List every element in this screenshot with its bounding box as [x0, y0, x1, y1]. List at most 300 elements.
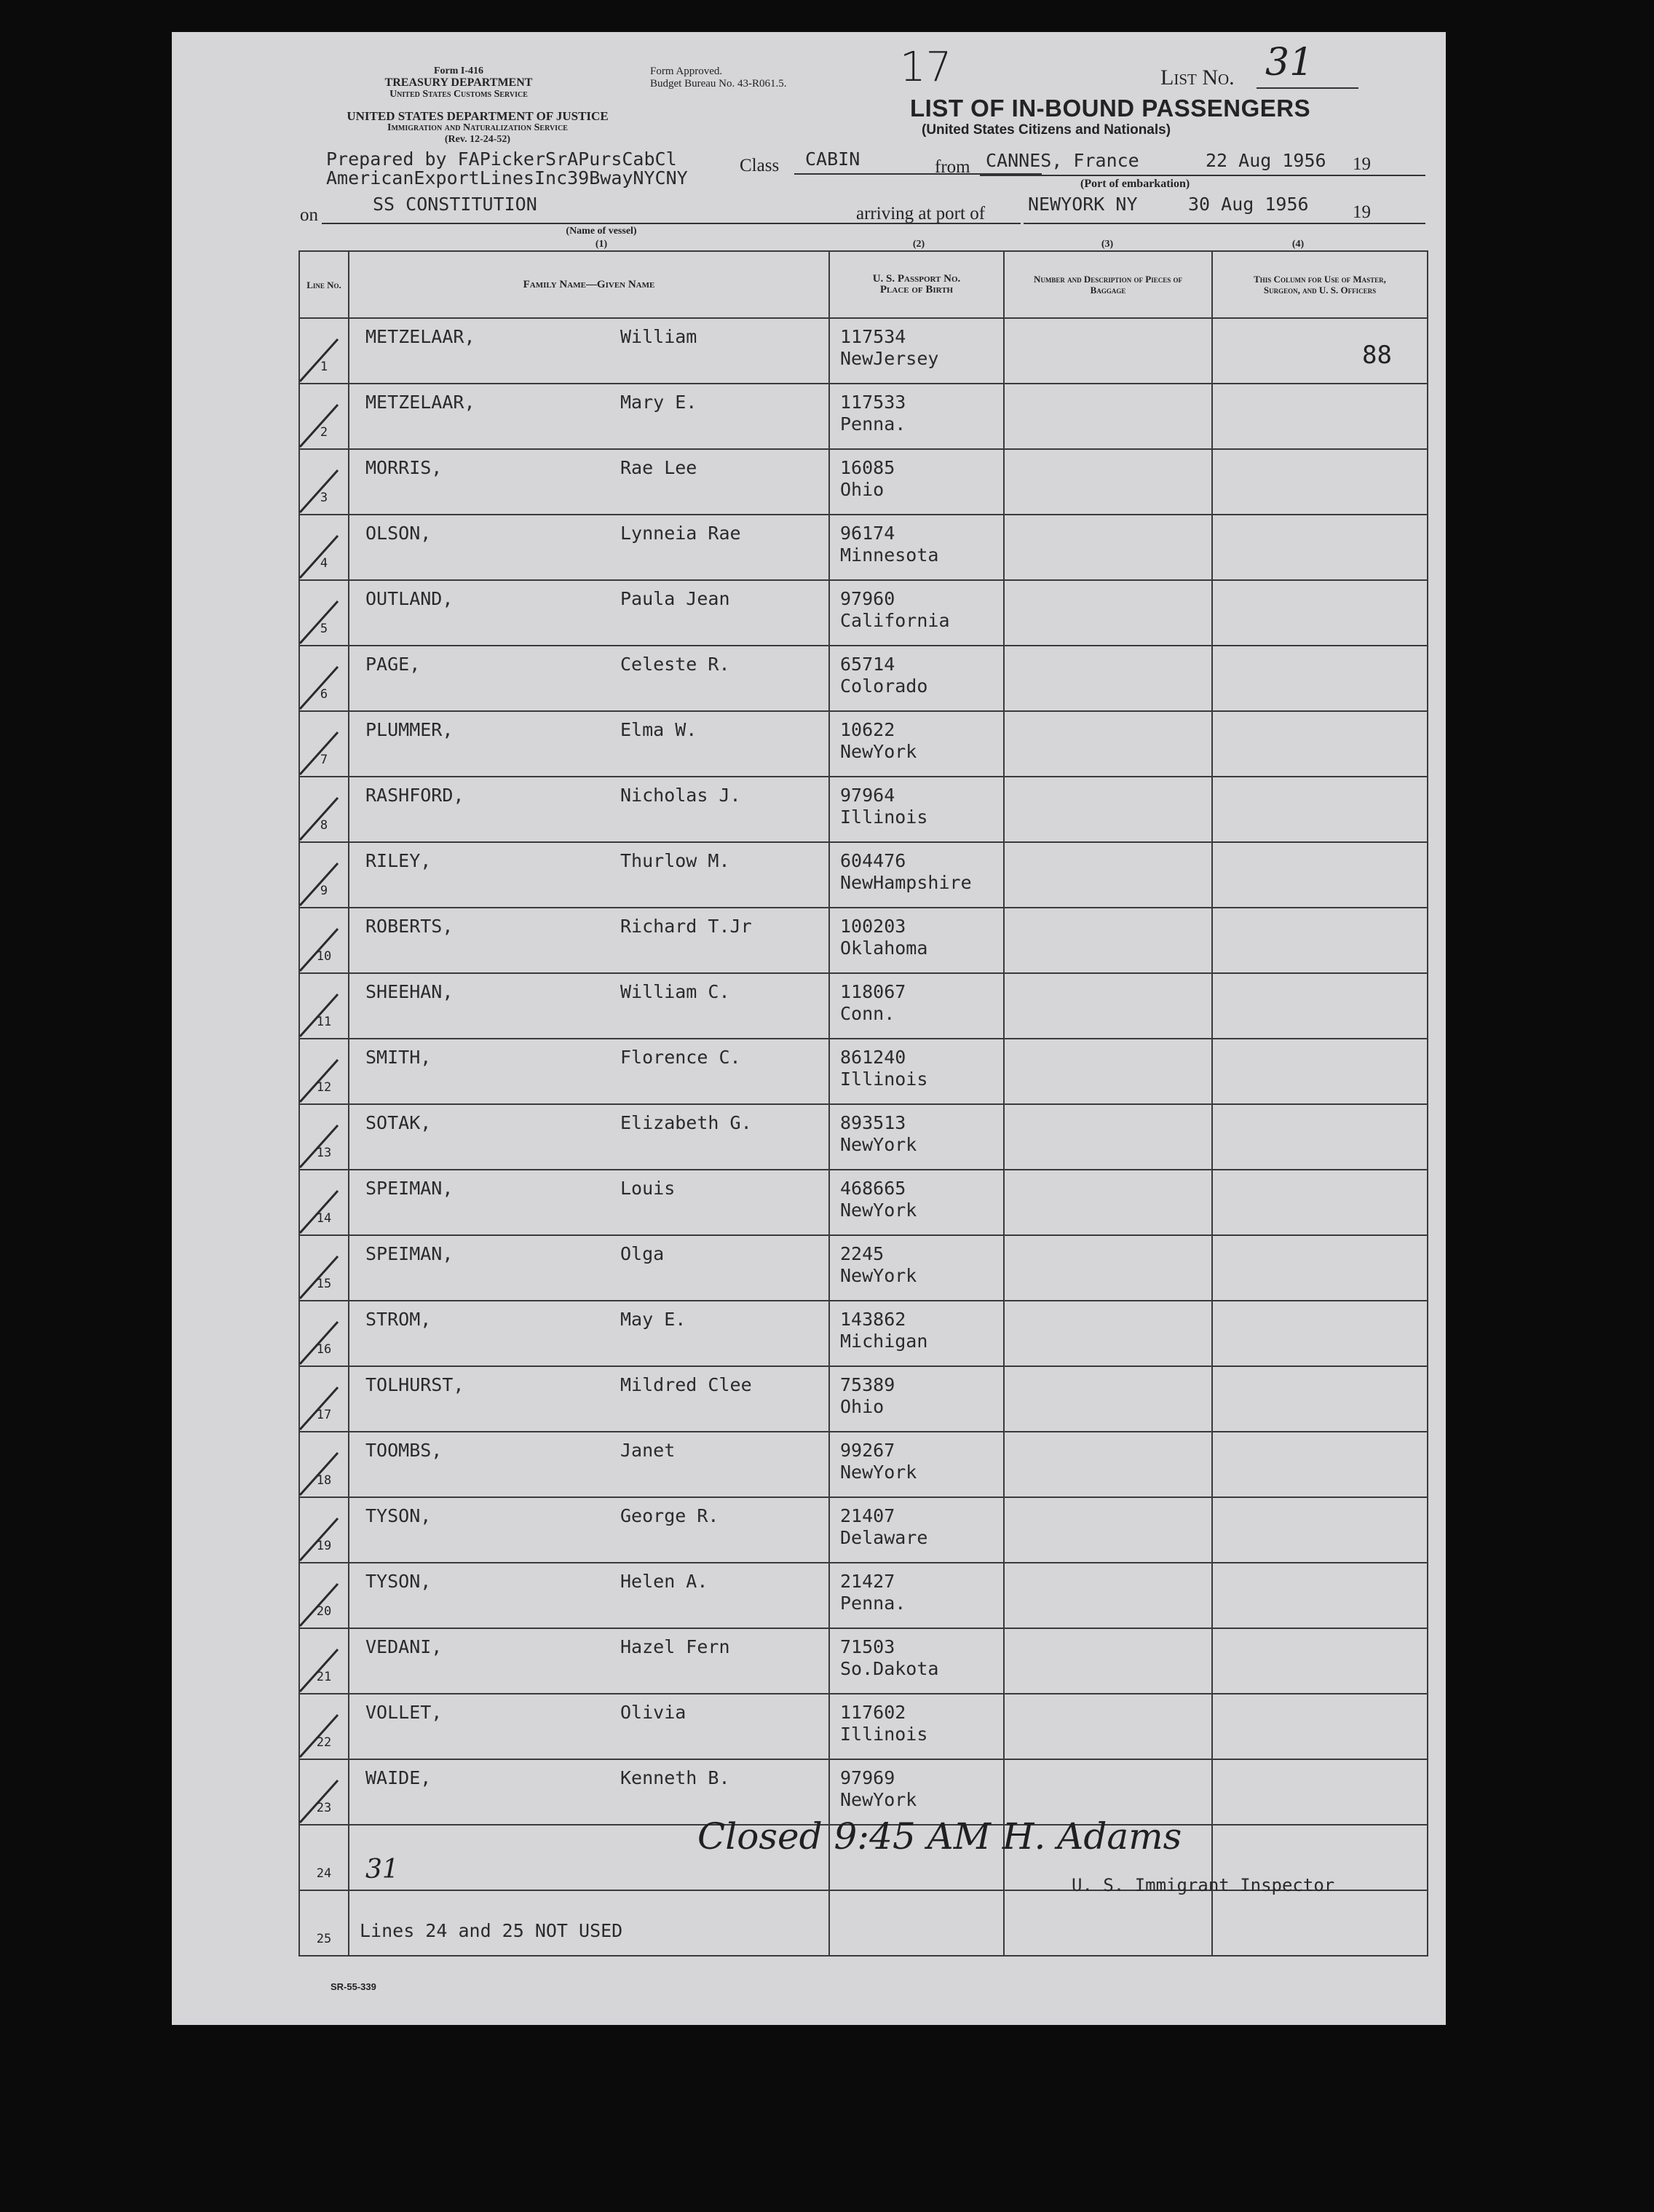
manifest-page [172, 32, 1446, 2025]
class-label: Class [740, 156, 780, 175]
family-name: SHEEHAN, [365, 981, 454, 1002]
line-number: 25 [316, 1932, 332, 1946]
passport-number: 861240 [840, 1047, 906, 1068]
name-cell [349, 1301, 829, 1366]
given-name: Hazel Fern [620, 1636, 730, 1657]
passport-cell [829, 1497, 1004, 1563]
family-name: TOLHURST, [365, 1374, 464, 1395]
passport-number: 143862 [840, 1309, 906, 1330]
arrival-date: 30 Aug 1956 [1188, 194, 1309, 215]
baggage-cell [1004, 777, 1212, 842]
budget-bureau: Budget Bureau No. 43-R061.5. [650, 78, 787, 90]
officers-cell [1212, 1759, 1428, 1825]
officers-cell [1212, 1432, 1428, 1497]
line-cell [299, 711, 349, 777]
col2-number: (2) [912, 239, 925, 250]
baggage-cell [1004, 1694, 1212, 1759]
officers-cell [1212, 580, 1428, 646]
passport-number: 97969 [840, 1767, 895, 1788]
line-number: 9 [320, 884, 328, 898]
name-cell [349, 1039, 829, 1104]
baggage-cell [1004, 1628, 1212, 1694]
baggage-cell [1004, 1432, 1212, 1497]
passport-cell [829, 580, 1004, 646]
baggage-cell [1004, 1235, 1212, 1301]
table-row [299, 1563, 1428, 1628]
officers-cell [1212, 384, 1428, 449]
embarkation-date: 22 Aug 1956 [1206, 150, 1326, 171]
form-number: Form I-416 [433, 66, 484, 76]
passport-cell [829, 384, 1004, 449]
line-number: 24 [316, 1866, 332, 1881]
footer-code: SR-55-339 [331, 1981, 376, 1992]
line-number: 1 [320, 360, 328, 374]
passport-number: 117534 [840, 326, 906, 347]
passport-cell [829, 1301, 1004, 1366]
given-name: Kenneth B. [620, 1767, 730, 1788]
passport-cell [829, 973, 1004, 1039]
line-number: 18 [316, 1473, 332, 1488]
name-cell [349, 1366, 829, 1432]
table-row [299, 777, 1428, 842]
officer-mark: 88 [1362, 341, 1392, 370]
baggage-cell [1004, 318, 1212, 384]
passport-cell [829, 777, 1004, 842]
officers-cell [1212, 777, 1428, 842]
passport-cell [829, 646, 1004, 711]
form-approved: Form Approved. [650, 66, 723, 77]
table-row [299, 842, 1428, 908]
given-name: George R. [620, 1505, 719, 1526]
officers-cell [1212, 1628, 1428, 1694]
officers-cell [1212, 515, 1428, 580]
line-cell [299, 1497, 349, 1563]
passport-number: 117533 [840, 392, 906, 413]
line-cell [299, 384, 349, 449]
family-name: TYSON, [365, 1505, 432, 1526]
line-cell [299, 1563, 349, 1628]
family-name: SPEIMAN, [365, 1243, 454, 1264]
place-of-birth: Illinois [840, 806, 928, 828]
passport-cell [829, 1628, 1004, 1694]
passport-number: 97964 [840, 785, 895, 806]
passport-number: 100203 [840, 916, 906, 937]
arriving-label: arriving at port of [856, 204, 986, 223]
place-of-birth: Ohio [840, 1396, 885, 1417]
family-name: TYSON, [365, 1571, 432, 1592]
line-cell [299, 777, 349, 842]
given-name: Mary E. [620, 392, 697, 413]
family-name: RILEY, [365, 850, 432, 871]
vessel-col-number: (1) [595, 239, 608, 250]
officers-cell [1212, 1170, 1428, 1235]
given-name: May E. [620, 1309, 686, 1330]
name-cell [349, 1432, 829, 1497]
line-number: 12 [316, 1080, 332, 1095]
baggage-cell [1004, 1170, 1212, 1235]
family-name: TOOMBS, [365, 1440, 443, 1461]
line-number: 21 [316, 1670, 332, 1684]
given-name: Helen A. [620, 1571, 708, 1592]
officers-cell [1212, 908, 1428, 973]
baggage-cell [1004, 711, 1212, 777]
line-number: 6 [320, 687, 328, 702]
family-name: ROBERTS, [365, 916, 454, 937]
given-name: Elma W. [620, 719, 697, 740]
passport-number: 468665 [840, 1178, 906, 1199]
col-header-name: Family Name—Given Name [349, 251, 829, 318]
passport-number: 604476 [840, 850, 906, 871]
passport-number: 2245 [840, 1243, 885, 1264]
name-cell [349, 1170, 829, 1235]
name-cell [349, 842, 829, 908]
name-cell [349, 1628, 829, 1694]
line-cell [299, 1104, 349, 1170]
family-name: SPEIMAN, [365, 1178, 454, 1199]
line-cell [299, 515, 349, 580]
passport-cell [829, 711, 1004, 777]
baggage-cell [1004, 515, 1212, 580]
place-of-birth: NewYork [840, 1134, 917, 1155]
place-of-birth: Ohio [840, 479, 885, 500]
name-cell [349, 1235, 829, 1301]
officers-cell [1212, 1497, 1428, 1563]
baggage-cell [1004, 1104, 1212, 1170]
name-cell [349, 646, 829, 711]
year-underline-from [1374, 175, 1425, 176]
line-number: 20 [316, 1604, 332, 1619]
inspector-label: U. S. Immigrant Inspector [1072, 1875, 1335, 1895]
table-row [299, 1497, 1428, 1563]
place-of-birth: Penna. [840, 1593, 906, 1614]
line-cell [299, 1301, 349, 1366]
col3-number: (3) [1101, 239, 1114, 250]
line-number: 11 [316, 1015, 332, 1029]
given-name: Paula Jean [620, 588, 730, 609]
passport-number: 21407 [840, 1505, 895, 1526]
given-name: Janet [620, 1440, 676, 1461]
col-header-officers: This Column for Use of Master, Surgeon, and U. S. Officers [1212, 251, 1428, 318]
place-of-birth: NewJersey [840, 348, 939, 369]
passport-number: 75389 [840, 1374, 895, 1395]
passport-cell [829, 1366, 1004, 1432]
officers-cell [1212, 1104, 1428, 1170]
place-of-birth: Colorado [840, 675, 928, 697]
place-of-birth: NewYork [840, 1265, 917, 1286]
family-name: SOTAK, [365, 1112, 432, 1133]
passport-cell [829, 449, 1004, 515]
handwritten-count: 31 [365, 1855, 399, 1884]
line-number: 8 [320, 818, 328, 833]
prepared-by-line2: AmericanExportLinesInc39BwayNYCNY [326, 167, 688, 189]
prepared-by-line1: Prepared by FAPickerSrAPursCabCl [326, 148, 677, 170]
family-name: VEDANI, [365, 1636, 443, 1657]
passport-cell [829, 1170, 1004, 1235]
baggage-cell [1004, 1563, 1212, 1628]
place-of-birth: NewYork [840, 1789, 917, 1810]
table-row [299, 1366, 1428, 1432]
given-name: William [620, 326, 697, 347]
place-of-birth: NewYork [840, 741, 917, 762]
line-cell [299, 842, 349, 908]
officers-cell [1212, 1235, 1428, 1301]
line-number: 4 [320, 556, 328, 571]
table-row-25 [299, 1890, 1428, 1956]
given-name: Olga [620, 1243, 665, 1264]
table-row [299, 646, 1428, 711]
name-cell [349, 515, 829, 580]
officers-cell [1212, 973, 1428, 1039]
given-name: Florence C. [620, 1047, 741, 1068]
passport-number: 97960 [840, 588, 895, 609]
line-cell [299, 1628, 349, 1694]
name-cell [349, 580, 829, 646]
col-header-passport: U. S. Passport No. Place of Birth [829, 251, 1004, 318]
line-cell [299, 646, 349, 711]
name-cell [349, 1563, 829, 1628]
passport-cell [829, 1694, 1004, 1759]
line-cell [299, 318, 349, 384]
justice-block [303, 111, 652, 146]
line-number: 17 [316, 1408, 332, 1422]
place-of-birth: NewHampshire [840, 872, 972, 893]
baggage-cell [1004, 1366, 1212, 1432]
given-name: Nicholas J. [620, 785, 741, 806]
arrival-port: NEWYORK NY [1028, 194, 1138, 215]
given-name: Lynneia Rae [620, 523, 741, 544]
line-number: 5 [320, 622, 328, 636]
from-label: from [935, 157, 970, 177]
family-name: METZELAAR, [365, 326, 475, 347]
passport-cell [829, 1235, 1004, 1301]
table-header [299, 251, 1428, 318]
col4-number: (4) [1291, 239, 1305, 250]
closing-note: Closed 9:45 AM H. Adams [697, 1815, 1182, 1858]
passport-number: 65714 [840, 654, 895, 675]
line-cell [299, 908, 349, 973]
place-of-birth: California [840, 610, 950, 631]
family-name: STROM, [365, 1309, 432, 1330]
name-cell [349, 777, 829, 842]
name-cell [349, 1694, 829, 1759]
family-name: VOLLET, [365, 1702, 443, 1723]
table-row [299, 1104, 1428, 1170]
officers-cell [1212, 1301, 1428, 1366]
baggage-cell [1004, 1497, 1212, 1563]
given-name: Olivia [620, 1702, 686, 1723]
table-row [299, 318, 1428, 384]
passport-number: 71503 [840, 1636, 895, 1657]
passport-cell [829, 842, 1004, 908]
passport-cell [829, 318, 1004, 384]
name-cell [349, 973, 829, 1039]
name-cell [349, 1104, 829, 1170]
table-row [299, 449, 1428, 515]
given-name: Louis [620, 1178, 676, 1199]
passport-number: 118067 [840, 981, 906, 1002]
line-number: 23 [316, 1801, 332, 1815]
line-number: 19 [316, 1539, 332, 1553]
top-handwritten-number: 17 [900, 44, 952, 91]
given-name: Richard T.Jr [620, 916, 752, 937]
family-name: PLUMMER, [365, 719, 454, 740]
line-cell [299, 1039, 349, 1104]
form-block [364, 66, 553, 100]
officers-cell [1212, 1366, 1428, 1432]
treasury-department: TREASURY DEPARTMENT [384, 76, 533, 89]
table-row [299, 515, 1428, 580]
given-name: Elizabeth G. [620, 1112, 752, 1133]
passenger-table [298, 250, 1428, 1957]
embarkation-port: CANNES, France [986, 150, 1139, 171]
name-cell [349, 318, 829, 384]
line-number: 22 [316, 1735, 332, 1750]
table-row [299, 1235, 1428, 1301]
form-approval [650, 66, 786, 90]
table-row [299, 384, 1428, 449]
given-name: Rae Lee [620, 457, 697, 478]
line-cell [299, 973, 349, 1039]
line-cell [299, 449, 349, 515]
name-cell [349, 384, 829, 449]
officers-cell [1212, 449, 1428, 515]
place-of-birth: So.Dakota [840, 1658, 939, 1679]
place-of-birth: Illinois [840, 1724, 928, 1745]
family-name: PAGE, [365, 654, 421, 675]
baggage-cell [1004, 449, 1212, 515]
port-caption: (Port of embarkation) [1080, 178, 1190, 190]
line-cell [299, 580, 349, 646]
officers-cell [1212, 646, 1428, 711]
family-name: RASHFORD, [365, 785, 464, 806]
table-row [299, 1170, 1428, 1235]
line-number: 14 [316, 1211, 332, 1226]
col-header-line: Line No. [299, 251, 349, 318]
passport-cell [829, 1039, 1004, 1104]
list-no-value: 31 [1265, 41, 1314, 84]
line-cell [299, 1759, 349, 1825]
line-number: 16 [316, 1342, 332, 1357]
table-row [299, 711, 1428, 777]
line-cell [299, 1170, 349, 1235]
name-cell [349, 711, 829, 777]
vessel-caption: (Name of vessel) [566, 226, 637, 237]
place-of-birth: Conn. [840, 1003, 895, 1024]
passport-cell [829, 908, 1004, 973]
baggage-cell [1004, 842, 1212, 908]
place-of-birth: Penna. [840, 413, 906, 435]
col-header-baggage: Number and Description of Pieces of Baggage [1004, 251, 1212, 318]
line-number: 7 [320, 753, 328, 767]
passport-cell [829, 1432, 1004, 1497]
officers-cell [1212, 711, 1428, 777]
table-row [299, 973, 1428, 1039]
place-of-birth: Illinois [840, 1069, 928, 1090]
family-name: OUTLAND, [365, 588, 454, 609]
not-used-note: Lines 24 and 25 NOT USED [360, 1920, 623, 1941]
place-of-birth: Michigan [840, 1331, 928, 1352]
passport-cell [829, 515, 1004, 580]
place-of-birth: Minnesota [840, 544, 939, 566]
baggage-cell [1004, 1301, 1212, 1366]
officers-cell [1212, 318, 1428, 384]
family-name: SMITH, [365, 1047, 432, 1068]
line-number: 15 [316, 1277, 332, 1291]
baggage-cell [1004, 384, 1212, 449]
department-of-justice: UNITED STATES DEPARTMENT OF JUSTICE [347, 109, 609, 123]
baggage-cell [1004, 646, 1212, 711]
passport-number: 893513 [840, 1112, 906, 1133]
revision-date: (Rev. 12-24-52) [444, 134, 511, 145]
passport-number: 21427 [840, 1571, 895, 1592]
passport-number: 96174 [840, 523, 895, 544]
officers-cell [1212, 1039, 1428, 1104]
officers-cell [1212, 842, 1428, 908]
baggage-cell [1004, 580, 1212, 646]
page-subtitle: (United States Citizens and Nationals) [922, 122, 1171, 138]
line-number: 10 [316, 949, 332, 964]
line-cell [299, 1694, 349, 1759]
vessel-name: SS CONSTITUTION [373, 194, 537, 215]
given-name: Celeste R. [620, 654, 730, 675]
place-of-birth: NewYork [840, 1462, 917, 1483]
officers-cell [1212, 1563, 1428, 1628]
year-suffix-from: 19 [1353, 154, 1371, 174]
table-row [299, 1039, 1428, 1104]
line-cell [299, 1235, 349, 1301]
passport-number: 117602 [840, 1702, 906, 1723]
family-name: MORRIS, [365, 457, 443, 478]
table-row [299, 580, 1428, 646]
page-title: LIST OF IN-BOUND PASSENGERS [910, 95, 1311, 122]
family-name: METZELAAR, [365, 392, 475, 413]
on-label: on [300, 205, 318, 225]
given-name: William C. [620, 981, 730, 1002]
table-row [299, 1301, 1428, 1366]
place-of-birth: Delaware [840, 1527, 928, 1548]
line-cell [299, 1432, 349, 1497]
baggage-cell [1004, 908, 1212, 973]
name-cell [349, 908, 829, 973]
table-row [299, 1432, 1428, 1497]
passport-cell [829, 1104, 1004, 1170]
ins-caption: Immigration and Naturalization Service [387, 122, 568, 133]
name-cell [349, 449, 829, 515]
line-number: 13 [316, 1146, 332, 1160]
line-number: 2 [320, 425, 328, 440]
year-suffix-arrival: 19 [1353, 202, 1371, 222]
passport-number: 10622 [840, 719, 895, 740]
baggage-cell [1004, 973, 1212, 1039]
from-underline [980, 175, 1402, 176]
place-of-birth: NewYork [840, 1200, 917, 1221]
passport-cell [829, 1563, 1004, 1628]
place-of-birth: Oklahoma [840, 937, 928, 959]
given-name: Mildred Clee [620, 1374, 752, 1395]
line-cell [299, 1366, 349, 1432]
list-no-label: List No. [1160, 66, 1235, 90]
given-name: Thurlow M. [620, 850, 730, 871]
table-row [299, 1628, 1428, 1694]
family-name: WAIDE, [365, 1767, 432, 1788]
family-name: OLSON, [365, 523, 432, 544]
table-row [299, 1694, 1428, 1759]
year-underline-arrival [1374, 223, 1425, 224]
baggage-cell [1004, 1039, 1212, 1104]
line-number: 3 [320, 491, 328, 505]
arrival-underline [1024, 223, 1402, 224]
customs-service: United States Customs Service [389, 89, 528, 100]
